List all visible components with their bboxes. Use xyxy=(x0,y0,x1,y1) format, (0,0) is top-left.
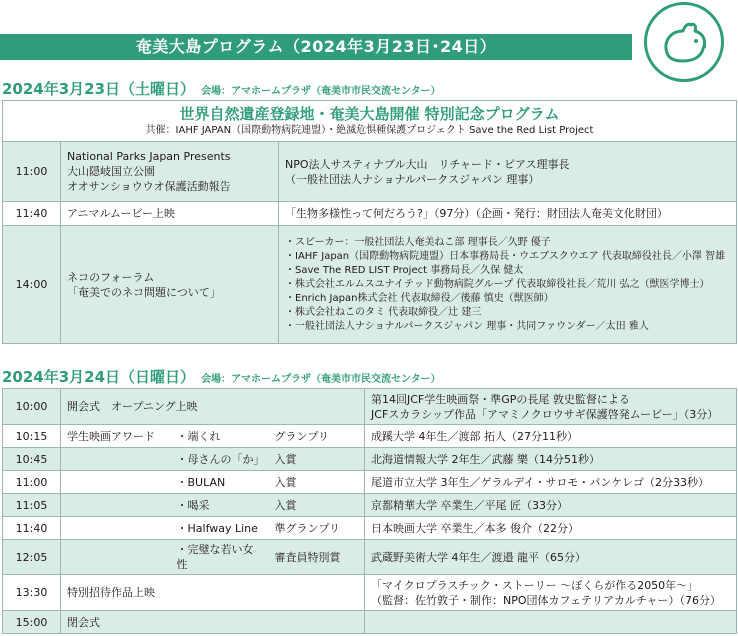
program-cell xyxy=(61,226,279,344)
detail-line: （一般社団法人ナショナルパークスジャパン 理事） xyxy=(285,172,540,186)
day1-date: 2024年3月23日（土曜日） xyxy=(2,80,196,98)
speaker-line: ・株式会社ねこのタミ 代表取締役／辻 建三 xyxy=(285,306,482,318)
speaker-line: ・Enrich Japan株式会社 代表取締役／後藤 慎史（獣医師） xyxy=(285,292,554,304)
day2-header xyxy=(2,366,441,388)
award-label: 入賞 xyxy=(269,448,365,471)
award-label: 入賞 xyxy=(269,471,365,494)
speaker-line: ・スピーカー：一般社団法人奄美ねこ部 理事長／久野 優子 xyxy=(285,236,551,248)
day2-table xyxy=(2,388,737,634)
table-row xyxy=(3,611,737,634)
time-cell: 10:00 xyxy=(3,389,61,425)
table-row xyxy=(3,389,737,425)
logo xyxy=(644,2,724,82)
time-cell: 10:15 xyxy=(3,425,61,448)
detail-cell xyxy=(279,226,737,344)
day2-date: 2024年3月24日（日曜日） xyxy=(2,368,196,386)
program-cell xyxy=(61,494,171,517)
time-cell: 12:05 xyxy=(3,540,61,575)
table-row xyxy=(3,226,737,344)
program-banner xyxy=(0,34,632,60)
detail-cell: 成蹊大学 4年生／渡部 拓人（27分11秒） xyxy=(365,425,737,448)
time-cell: 11:00 xyxy=(3,142,61,202)
detail-cell xyxy=(365,575,737,611)
detail-cell xyxy=(365,611,737,634)
program-cell xyxy=(61,471,171,494)
detail-cell: 尾道市立大学 3年生／ゲラルデイ・サロモ・パンケレゴ（2分33秒） xyxy=(365,471,737,494)
detail-line: NPO法人サスティナブル大山 リチャード・ピアス理事長 xyxy=(285,157,570,171)
speaker-line: ・株式会社エルムスユナイテッド動物病院グループ 代表取締役社長／荒川 弘之（獣医学博士） xyxy=(285,278,710,290)
program-cell xyxy=(61,540,171,575)
detail-line: （監督：佐竹敦子・制作：NPO団体カフェテリアカルチャー）（76分） xyxy=(371,593,722,607)
detail-cell: 武蔵野美術大学 4年生／渡邉 龍平（65分） xyxy=(365,540,737,575)
program-cell xyxy=(61,448,171,471)
program-cell: 学生映画アワード xyxy=(61,425,171,448)
time-cell: 10:45 xyxy=(3,448,61,471)
day1-table xyxy=(2,100,737,344)
detail-cell xyxy=(365,389,737,425)
award-label: 審査員特別賞 xyxy=(269,540,365,575)
time-cell: 11:40 xyxy=(3,517,61,540)
detail-line: 「生物多様性って何だろう?」（97分）（企画・発行：財団法人奄美文化財団） xyxy=(285,207,668,220)
detail-cell xyxy=(279,142,737,202)
detail-cell: 北海道情報大学 2年生／武藤 樂（14分51秒） xyxy=(365,448,737,471)
film-title: ・端くれ xyxy=(171,425,269,448)
program-line: ネコのフォーラム xyxy=(67,270,155,284)
special-program-title: 世界自然遺産登録地・奄美大島開催 特別記念プログラム xyxy=(179,105,560,123)
time-cell: 11:00 xyxy=(3,471,61,494)
speaker-line: ・Save The RED LIST Project 事務局長／久保 健太 xyxy=(285,264,524,276)
table-row xyxy=(3,448,737,471)
award-label: 入賞 xyxy=(269,494,365,517)
program-cell xyxy=(61,517,171,540)
film-title: ・母さんの「か」 xyxy=(171,448,269,471)
film-title: ・Halfway Line xyxy=(171,517,269,540)
program-cell: 特別招待作品上映 xyxy=(61,575,365,611)
program-cell xyxy=(61,142,279,202)
program-line: 大山隠岐国立公園 xyxy=(67,165,155,178)
film-title: ・BULAN xyxy=(171,471,269,494)
award-label: グランプリ xyxy=(269,425,365,448)
rabbit-icon xyxy=(657,19,713,67)
table-row xyxy=(3,575,737,611)
banner-title: 奄美大島プログラム（2024年3月23日･24日） xyxy=(135,37,497,56)
special-program-cohost: 共催：IAHF JAPAN（国際動物病院連盟）・絶滅危惧種保護プロジェクト Save the Red List Project xyxy=(145,125,594,136)
detail-cell xyxy=(279,202,737,226)
special-program-row xyxy=(3,101,737,142)
time-cell: 13:30 xyxy=(3,575,61,611)
table-row xyxy=(3,142,737,202)
program-cell xyxy=(61,202,279,226)
table-row xyxy=(3,540,737,575)
award-label: 準グランプリ xyxy=(269,517,365,540)
program-cell: 閉会式 xyxy=(61,611,365,634)
time-cell: 11:40 xyxy=(3,202,61,226)
table-row xyxy=(3,202,737,226)
detail-line: JCFスカラシップ作品「アマミノクロウサギ保護啓発ムービー」（3分） xyxy=(371,407,719,421)
table-row xyxy=(3,494,737,517)
day1-header xyxy=(2,78,441,100)
table-row xyxy=(3,517,737,540)
program-line: National Parks Japan Presents xyxy=(67,150,231,163)
day1-venue: 会場：アマホームプラザ（奄美市市民交流センター） xyxy=(201,86,441,97)
program-line: オオサンショウウオ保護活動報告 xyxy=(67,180,231,193)
program-cell: 開会式 オープニング上映 xyxy=(61,389,365,425)
table-row xyxy=(3,471,737,494)
day2-venue: 会場：アマホームプラザ（奄美市市民交流センター） xyxy=(201,374,441,385)
program-line: アニマルムービー上映 xyxy=(67,207,176,220)
speaker-line: ・一般社団法人ナショナルパークスジャパン 理事・共同ファウンダー／太田 雅人 xyxy=(285,320,649,332)
detail-cell: 京都精華大学 卒業生／平尾 匠（33分） xyxy=(365,494,737,517)
time-cell: 15:00 xyxy=(3,611,61,634)
film-title: ・完璧な若い女性 xyxy=(171,540,269,575)
film-title: ・喝采 xyxy=(171,494,269,517)
table-row xyxy=(3,425,737,448)
detail-cell: 日本映画大学 卒業生／本多 俊介（22分） xyxy=(365,517,737,540)
time-cell: 14:00 xyxy=(3,226,61,344)
speaker-line: ・IAHF Japan（国際動物病院連盟）日本事務局長・ウエブスクウエア 代表取締役社長／小澤 智雄 xyxy=(285,250,726,262)
program-line: 「奄美でのネコ問題について」 xyxy=(67,285,221,299)
detail-line: 第14回JCF学生映画祭・準GPの長尾 敦史監督による xyxy=(371,392,630,406)
time-cell: 11:05 xyxy=(3,494,61,517)
detail-line: 「マイクロプラスチック・ストーリー ～ぼくらが作る2050年～」 xyxy=(371,578,699,592)
